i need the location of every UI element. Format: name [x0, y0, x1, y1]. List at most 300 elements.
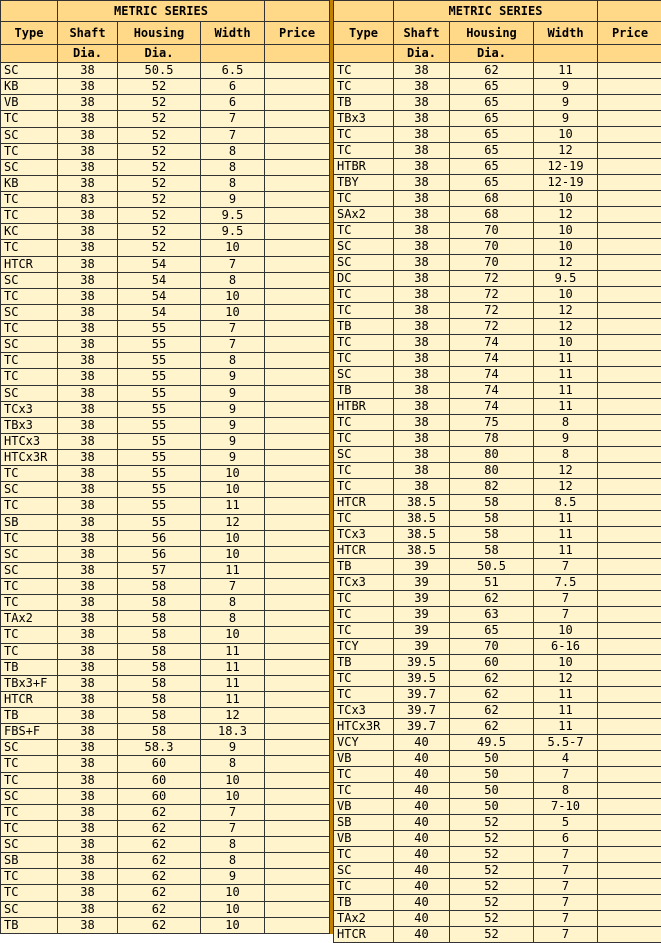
cell-shaft: 38	[58, 756, 118, 772]
table-row	[1, 466, 330, 482]
cell-shaft: 38	[58, 208, 118, 224]
cell-housing: 58	[450, 511, 534, 527]
cell-shaft: 38	[58, 772, 118, 788]
cell-housing: 55	[118, 466, 201, 482]
table-row	[1, 772, 330, 788]
cell-housing: 78	[450, 431, 534, 447]
cell-shaft: 38	[394, 271, 450, 287]
cell-housing: 62	[118, 820, 201, 836]
cell-type: TC	[334, 479, 394, 495]
cell-type: TC	[334, 351, 394, 367]
cell-housing: 63	[450, 607, 534, 623]
cell-price	[265, 611, 330, 627]
cell-shaft: 39.5	[394, 671, 450, 687]
cell-housing: 55	[118, 337, 201, 353]
cell-housing: 55	[118, 369, 201, 385]
cell-type: TC	[334, 143, 394, 159]
cell-housing: 57	[118, 562, 201, 578]
cell-type: TC	[334, 191, 394, 207]
cell-housing: 55	[118, 353, 201, 369]
cell-width: 7	[201, 321, 265, 337]
cell-width: 11	[534, 543, 598, 559]
table-row	[1, 869, 330, 885]
cell-price	[265, 175, 330, 191]
cell-type: TC	[1, 288, 58, 304]
cell-housing: 62	[118, 917, 201, 933]
cell-price	[598, 623, 661, 639]
cell-shaft: 38	[58, 724, 118, 740]
col-shaft-sub: Dia.	[58, 45, 118, 63]
table-row	[1, 111, 330, 127]
cell-housing: 58	[118, 691, 201, 707]
cell-type: SC	[1, 63, 58, 79]
cell-type: TC	[334, 847, 394, 863]
table-row	[1, 885, 330, 901]
table-row	[1, 837, 330, 853]
cell-width: 9.5	[201, 208, 265, 224]
cell-type: TC	[334, 463, 394, 479]
cell-price	[265, 401, 330, 417]
cell-housing: 52	[118, 208, 201, 224]
cell-housing: 58	[118, 724, 201, 740]
table-row	[1, 304, 330, 320]
cell-price	[265, 450, 330, 466]
cell-type: HTCR	[334, 495, 394, 511]
table-row	[334, 591, 661, 607]
cell-housing: 62	[118, 885, 201, 901]
cell-type: TB	[1, 659, 58, 675]
cell-shaft: 38	[58, 627, 118, 643]
cell-type: TC	[334, 767, 394, 783]
cell-width: 11	[534, 527, 598, 543]
cell-shaft: 39	[394, 623, 450, 639]
cell-type: TC	[334, 591, 394, 607]
cell-width: 10	[201, 466, 265, 482]
cell-type: TC	[1, 111, 58, 127]
cell-housing: 60	[118, 756, 201, 772]
table-row	[1, 385, 330, 401]
cell-price	[598, 223, 661, 239]
cell-width: 11	[534, 703, 598, 719]
cell-price	[265, 643, 330, 659]
cell-shaft: 38	[58, 111, 118, 127]
cell-housing: 74	[450, 351, 534, 367]
cell-type: TC	[334, 511, 394, 527]
cell-price	[265, 272, 330, 288]
cell-housing: 62	[118, 901, 201, 917]
cell-shaft: 38	[394, 63, 450, 79]
cell-shaft: 38	[58, 240, 118, 256]
table-row	[1, 433, 330, 449]
cell-type: SC	[334, 367, 394, 383]
cell-price	[265, 627, 330, 643]
table-row	[334, 223, 661, 239]
cell-shaft: 40	[394, 799, 450, 815]
cell-type: SB	[334, 815, 394, 831]
cell-price	[265, 675, 330, 691]
cell-price	[265, 127, 330, 143]
cell-shaft: 38	[58, 804, 118, 820]
cell-width: 11	[534, 399, 598, 415]
cell-price	[265, 756, 330, 772]
cell-housing: 65	[450, 111, 534, 127]
cell-housing: 52	[450, 895, 534, 911]
cell-housing: 54	[118, 272, 201, 288]
cell-price	[265, 740, 330, 756]
table-row	[334, 335, 661, 351]
cell-shaft: 39	[394, 607, 450, 623]
cell-housing: 58.3	[118, 740, 201, 756]
table-row	[1, 853, 330, 869]
table-row	[1, 337, 330, 353]
cell-housing: 70	[450, 223, 534, 239]
cell-shaft: 40	[394, 831, 450, 847]
cell-shaft: 38	[58, 401, 118, 417]
cell-width: 9	[201, 740, 265, 756]
cell-shaft: 38	[394, 367, 450, 383]
cell-price	[265, 159, 330, 175]
cell-shaft: 38	[58, 159, 118, 175]
table-row	[334, 895, 661, 911]
cell-width: 8	[534, 447, 598, 463]
cell-shaft: 38	[394, 447, 450, 463]
cell-housing: 58	[118, 659, 201, 675]
cell-width: 12	[534, 255, 598, 271]
table-row	[1, 675, 330, 691]
cell-shaft: 38	[58, 63, 118, 79]
cell-housing: 74	[450, 383, 534, 399]
table-row	[334, 863, 661, 879]
table-row	[334, 527, 661, 543]
table-row	[334, 383, 661, 399]
cell-shaft: 38	[58, 917, 118, 933]
cell-type: TC	[1, 353, 58, 369]
cell-price	[265, 885, 330, 901]
cell-shaft: 40	[394, 863, 450, 879]
cell-shaft: 83	[58, 192, 118, 208]
cell-shaft: 38	[58, 450, 118, 466]
cell-type: TC	[1, 192, 58, 208]
cell-width: 12	[201, 708, 265, 724]
col-housing: Housing	[118, 22, 201, 45]
cell-housing: 62	[118, 869, 201, 885]
cell-width: 7	[534, 911, 598, 927]
cell-shaft: 38	[58, 546, 118, 562]
header-blank	[534, 45, 598, 63]
table-row	[1, 256, 330, 272]
cell-housing: 80	[450, 447, 534, 463]
table-row	[334, 831, 661, 847]
cell-price	[598, 335, 661, 351]
cell-width: 9	[534, 431, 598, 447]
table-row	[1, 579, 330, 595]
col-price: Price	[598, 22, 661, 45]
cell-price	[598, 175, 661, 191]
col-width: Width	[534, 22, 598, 45]
cell-price	[265, 95, 330, 111]
cell-width: 8	[201, 595, 265, 611]
cell-width: 9	[201, 401, 265, 417]
cell-type: SC	[1, 837, 58, 853]
cell-housing: 62	[450, 703, 534, 719]
cell-shaft: 38	[58, 224, 118, 240]
table-row	[1, 498, 330, 514]
cell-price	[265, 788, 330, 804]
cell-shaft: 38	[394, 287, 450, 303]
cell-shaft: 39.7	[394, 719, 450, 735]
cell-shaft: 38	[58, 837, 118, 853]
cell-price	[598, 559, 661, 575]
cell-shaft: 38	[58, 79, 118, 95]
cell-housing: 74	[450, 335, 534, 351]
cell-type: VB	[1, 95, 58, 111]
cell-width: 7	[534, 559, 598, 575]
cell-width: 9	[201, 417, 265, 433]
cell-type: HTCR	[334, 543, 394, 559]
cell-housing: 68	[450, 207, 534, 223]
cell-housing: 65	[450, 95, 534, 111]
cell-width: 10	[201, 917, 265, 933]
table-row	[1, 63, 330, 79]
cell-housing: 62	[450, 719, 534, 735]
header-blank	[334, 1, 394, 22]
cell-price	[598, 287, 661, 303]
cell-shaft: 38	[394, 79, 450, 95]
cell-width: 10	[534, 223, 598, 239]
cell-type: TC	[1, 579, 58, 595]
cell-price	[265, 853, 330, 869]
table-row	[1, 482, 330, 498]
series-title: METRIC SERIES	[394, 1, 598, 22]
table-row	[1, 192, 330, 208]
cell-shaft: 38	[58, 530, 118, 546]
cell-price	[265, 498, 330, 514]
col-price: Price	[265, 22, 330, 45]
cell-shaft: 38	[394, 95, 450, 111]
cell-width: 9	[201, 450, 265, 466]
table-row	[1, 272, 330, 288]
cell-shaft: 38	[394, 463, 450, 479]
cell-shaft: 38	[58, 369, 118, 385]
cell-housing: 52	[118, 95, 201, 111]
cell-housing: 56	[118, 546, 201, 562]
cell-price	[598, 511, 661, 527]
table-row	[334, 927, 661, 943]
cell-type: SC	[1, 562, 58, 578]
cell-type: TCx3	[334, 527, 394, 543]
cell-price	[598, 815, 661, 831]
cell-type: TBx3	[1, 417, 58, 433]
cell-housing: 55	[118, 401, 201, 417]
cell-shaft: 38	[58, 659, 118, 675]
cell-price	[598, 271, 661, 287]
header-blank	[1, 1, 58, 22]
cell-housing: 52	[450, 831, 534, 847]
cell-shaft: 40	[394, 847, 450, 863]
table-row	[334, 607, 661, 623]
cell-housing: 72	[450, 271, 534, 287]
cell-price	[265, 192, 330, 208]
cell-shaft: 40	[394, 879, 450, 895]
cell-housing: 50	[450, 751, 534, 767]
table-row	[334, 159, 661, 175]
series-title: METRIC SERIES	[58, 1, 265, 22]
table-row	[334, 95, 661, 111]
cell-width: 12	[534, 463, 598, 479]
cell-width: 12	[534, 479, 598, 495]
cell-type: SC	[1, 272, 58, 288]
table-row	[334, 495, 661, 511]
cell-housing: 65	[450, 79, 534, 95]
table-row	[1, 95, 330, 111]
cell-price	[265, 514, 330, 530]
cell-type: TCx3	[1, 401, 58, 417]
cell-width: 6	[201, 95, 265, 111]
cell-shaft: 38	[58, 175, 118, 191]
cell-housing: 52	[118, 79, 201, 95]
cell-width: 7.5	[534, 575, 598, 591]
cell-housing: 55	[118, 385, 201, 401]
cell-housing: 54	[118, 256, 201, 272]
table-row	[334, 143, 661, 159]
table-row	[1, 901, 330, 917]
cell-width: 9.5	[201, 224, 265, 240]
cell-housing: 52	[118, 159, 201, 175]
cell-type: TC	[334, 879, 394, 895]
cell-width: 9	[201, 385, 265, 401]
table-row	[334, 879, 661, 895]
cell-type: TC	[334, 607, 394, 623]
table-row	[334, 271, 661, 287]
cell-price	[265, 240, 330, 256]
cell-shaft: 38	[394, 239, 450, 255]
cell-width: 11	[201, 691, 265, 707]
cell-type: TC	[1, 498, 58, 514]
cell-shaft: 38	[58, 820, 118, 836]
cell-price	[598, 655, 661, 671]
cell-type: KB	[1, 175, 58, 191]
cell-price	[265, 208, 330, 224]
cell-width: 12-19	[534, 175, 598, 191]
cell-width: 7-10	[534, 799, 598, 815]
cell-shaft: 38.5	[394, 527, 450, 543]
table-row	[334, 63, 661, 79]
cell-price	[598, 863, 661, 879]
cell-type: TCx3	[334, 575, 394, 591]
col-shaft-sub: Dia.	[394, 45, 450, 63]
cell-type: TC	[1, 627, 58, 643]
cell-width: 8	[201, 159, 265, 175]
cell-type: HTCx3R	[1, 450, 58, 466]
cell-shaft: 40	[394, 911, 450, 927]
cell-type: TAx2	[334, 911, 394, 927]
cell-price	[598, 463, 661, 479]
cell-housing: 82	[450, 479, 534, 495]
table-row	[1, 691, 330, 707]
cell-width: 10	[534, 127, 598, 143]
cell-width: 11	[201, 498, 265, 514]
col-shaft: Shaft	[394, 22, 450, 45]
table-row	[1, 353, 330, 369]
cell-price	[598, 383, 661, 399]
cell-shaft: 39.7	[394, 687, 450, 703]
cell-width: 8	[201, 756, 265, 772]
cell-type: DC	[334, 271, 394, 287]
cell-width: 7	[201, 127, 265, 143]
cell-width: 12	[534, 207, 598, 223]
table-row	[334, 639, 661, 655]
cell-width: 7	[534, 879, 598, 895]
table-row	[1, 530, 330, 546]
cell-housing: 70	[450, 239, 534, 255]
cell-housing: 62	[118, 837, 201, 853]
cell-price	[598, 639, 661, 655]
cell-width: 11	[534, 511, 598, 527]
cell-shaft: 38	[58, 562, 118, 578]
cell-type: TC	[334, 415, 394, 431]
col-type: Type	[334, 22, 394, 45]
cell-type: TC	[334, 623, 394, 639]
cell-shaft: 38.5	[394, 511, 450, 527]
table-row	[1, 643, 330, 659]
cell-price	[265, 804, 330, 820]
cell-width: 10	[201, 530, 265, 546]
cell-housing: 55	[118, 514, 201, 530]
cell-width: 10	[201, 240, 265, 256]
cell-width: 8	[201, 611, 265, 627]
cell-shaft: 38	[58, 143, 118, 159]
cell-price	[598, 191, 661, 207]
cell-price	[598, 95, 661, 111]
table-row	[334, 255, 661, 271]
cell-type: SC	[1, 788, 58, 804]
cell-housing: 55	[118, 417, 201, 433]
cell-price	[598, 847, 661, 863]
cell-width: 5	[534, 815, 598, 831]
cell-housing: 54	[118, 304, 201, 320]
table-row	[334, 463, 661, 479]
cell-price	[265, 482, 330, 498]
cell-type: SB	[1, 853, 58, 869]
cell-housing: 52	[450, 863, 534, 879]
cell-type: SC	[1, 385, 58, 401]
table-row	[1, 788, 330, 804]
cell-price	[598, 719, 661, 735]
cell-shaft: 38	[394, 303, 450, 319]
table-row	[334, 559, 661, 575]
header-blank	[201, 45, 265, 63]
cell-price	[598, 767, 661, 783]
cell-price	[598, 415, 661, 431]
cell-width: 7	[534, 927, 598, 943]
cell-type: TC	[334, 79, 394, 95]
cell-price	[598, 879, 661, 895]
cell-width: 9	[534, 79, 598, 95]
cell-housing: 50	[450, 783, 534, 799]
cell-price	[265, 433, 330, 449]
cell-housing: 65	[450, 623, 534, 639]
table-row	[334, 127, 661, 143]
cell-shaft: 38	[394, 159, 450, 175]
cell-price	[265, 369, 330, 385]
cell-width: 6.5	[201, 63, 265, 79]
table-row	[334, 799, 661, 815]
cell-type: TAx2	[1, 611, 58, 627]
cell-price	[598, 159, 661, 175]
cell-width: 10	[534, 335, 598, 351]
table-row	[334, 703, 661, 719]
cell-price	[265, 546, 330, 562]
